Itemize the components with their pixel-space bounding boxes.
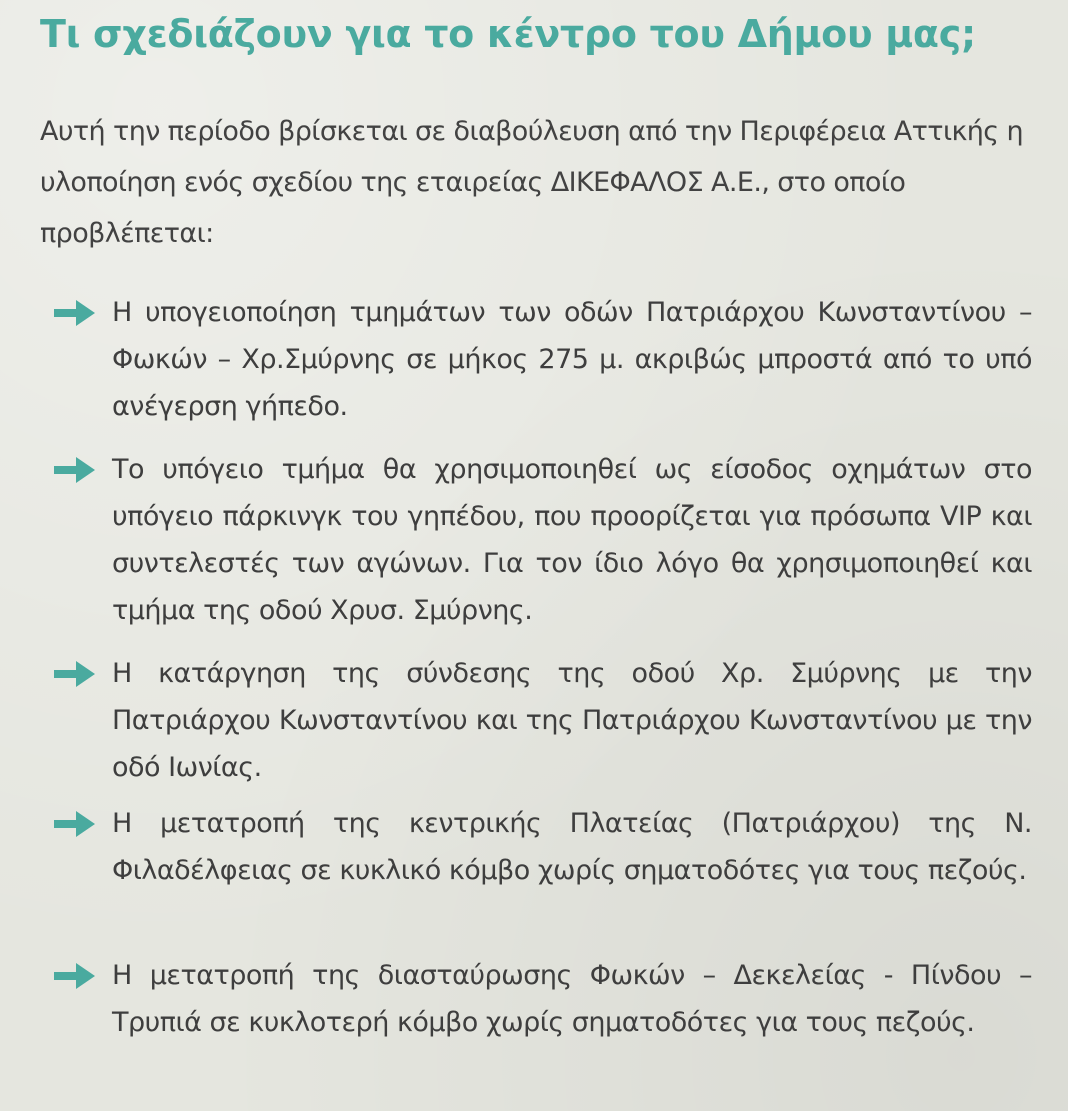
list-item-text: Η μετατροπή της διασταύρωσης Φωκών – Δεκελείας - Πίνδου – Τρυπιά σε κυκλοτερή κόμβο χωρίς σηματοδότες για τους πεζούς. (112, 960, 1032, 1038)
arrow-right-icon (52, 808, 98, 840)
list-item-text: Η κατάργηση της σύνδεσης της οδού Χρ. Σμύρνης με την Πατριάρχου Κωνσταντίνου και της Πατριάρχου Κωνσταντίνου με την οδό Ιωνίας. (112, 658, 1032, 783)
arrow-right-icon (52, 960, 98, 992)
intro-paragraph: Αυτή την περίοδο βρίσκεται σε διαβούλευση από την Περιφέρεια Αττικής η υλοποίηση ενός σχεδίου της εταιρείας ΔΙΚΕΦΑΛΟΣ Α.Ε., στο οποίο προβλέπεται: (40, 116, 1024, 249)
page-title: Τι σχεδιάζουν για το κέντρο του Δήμου μας; (40, 12, 976, 56)
list-item-text: Η υπογειοποίηση τμημάτων των οδών Πατριάρχου Κωνσταντίνου – Φωκών – Χρ.Σμύρνης σε μήκος 275 μ. ακριβώς μπροστά από το υπό ανέγερση γήπεδο. (112, 297, 1032, 422)
arrow-right-icon (52, 454, 98, 486)
arrow-right-icon (52, 658, 98, 690)
list-item-text: Το υπόγειο τμήμα θα χρησιμοποιηθεί ως είσοδος οχημάτων στο υπόγειο πάρκινγκ του γηπέδου, που προορίζεται για πρόσωπα VIP και συντελεστές των αγώνων. Για τον ίδιο λόγο θα χρησιμοποιηθεί και τμήμα της οδού Χρυσ. Σμύρνης. (112, 454, 1032, 626)
arrow-right-icon (52, 297, 98, 329)
list-item-text: Η μετατροπή της κεντρικής Πλατείας (Πατριάρχου) της Ν. Φιλαδέλφειας σε κυκλικό κόμβο χωρίς σηματοδότες για τους πεζούς. (112, 808, 1032, 886)
